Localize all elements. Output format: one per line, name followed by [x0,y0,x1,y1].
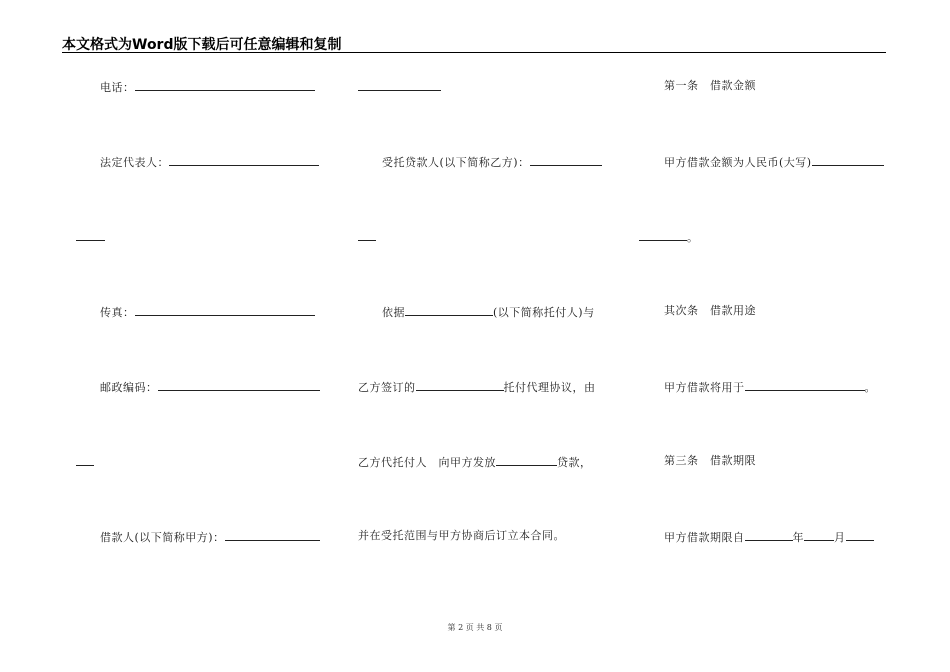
col3-continuation-line-1 [639,229,699,245]
postcode-label: 邮政编码： [100,381,158,394]
signed-post-text: 托付代理协议，由 [503,381,596,394]
col2-continuation-line-1 [358,79,441,95]
article-3-title-text: 第三条 借款期限 [664,454,756,467]
signed-agreement-line [358,379,596,395]
legal-rep-blank [169,154,319,166]
trustee-blank [530,154,602,166]
signed-pre-text: 乙方签订的 [358,381,416,394]
loan-purpose-line [664,379,876,395]
postcode-blank [158,379,320,391]
contract-text: 并在受托范围与甲方协商后订立本合同。 [358,529,565,542]
col2-continuation-line-2 [358,229,376,245]
col1-continuation-line-1 [76,229,105,245]
purpose-period-mark: 。 [864,381,876,394]
issue-loan-line [358,454,592,470]
month-text: 月 [834,531,846,544]
principal-blank [405,304,493,316]
year-text: 年 [792,531,804,544]
phone-line [100,79,315,95]
legal-rep-label: 法定代表人： [100,156,169,169]
continuation-blank [639,229,687,241]
continuation-blank [76,229,105,241]
article-1-title [664,79,756,93]
agreement-blank [416,379,504,391]
day-blank [846,529,874,541]
loan-amount-line [664,154,884,170]
issue-pre-text: 乙方代托付人 向甲方发放 [358,456,496,469]
phone-blank [135,79,315,91]
loan-type-blank [496,454,557,466]
borrower-label: 借款人(以下简称甲方)： [100,531,225,544]
trustee-line [382,154,602,170]
basis-post-text: (以下简称托付人)与 [493,306,595,319]
basis-line [382,304,595,320]
purpose-blank [745,379,865,391]
year-blank [745,529,793,541]
phone-label: 电话： [100,81,135,94]
period-mark: 。 [687,231,699,244]
postcode-line [100,379,320,395]
loan-purpose-text: 甲方借款将用于 [664,381,745,394]
article-3-title [664,454,756,468]
loan-term-line [664,529,874,545]
contract-statement-line [358,529,565,543]
col1-continuation-line-2 [76,454,94,470]
fax-label: 传真： [100,306,135,319]
loan-term-text: 甲方借款期限自 [664,531,745,544]
borrower-blank [225,529,320,541]
issue-post-text: 贷款， [557,456,592,469]
month-blank [804,529,834,541]
document-header-title: 本文格式为Word版下载后可任意编辑和复制 [62,37,342,53]
article-2-title-text: 其次条 借款用途 [664,304,756,317]
continuation-blank [76,454,94,466]
page-number-footer: 第 2 页 共 8 页 [447,623,503,632]
fax-blank [135,304,315,316]
article-2-title [664,304,756,318]
continuation-blank [358,79,441,91]
basis-pre-text: 依据 [382,306,405,319]
fax-line [100,304,315,320]
legal-rep-line [100,154,319,170]
loan-amount-text: 甲方借款金额为人民币(大写) [664,156,812,169]
header-divider [62,52,886,53]
continuation-blank [358,229,376,241]
trustee-label: 受托贷款人(以下简称乙方)： [382,156,530,169]
amount-blank [812,154,884,166]
article-1-title-text: 第一条 借款金额 [664,79,756,92]
borrower-line [100,529,320,545]
